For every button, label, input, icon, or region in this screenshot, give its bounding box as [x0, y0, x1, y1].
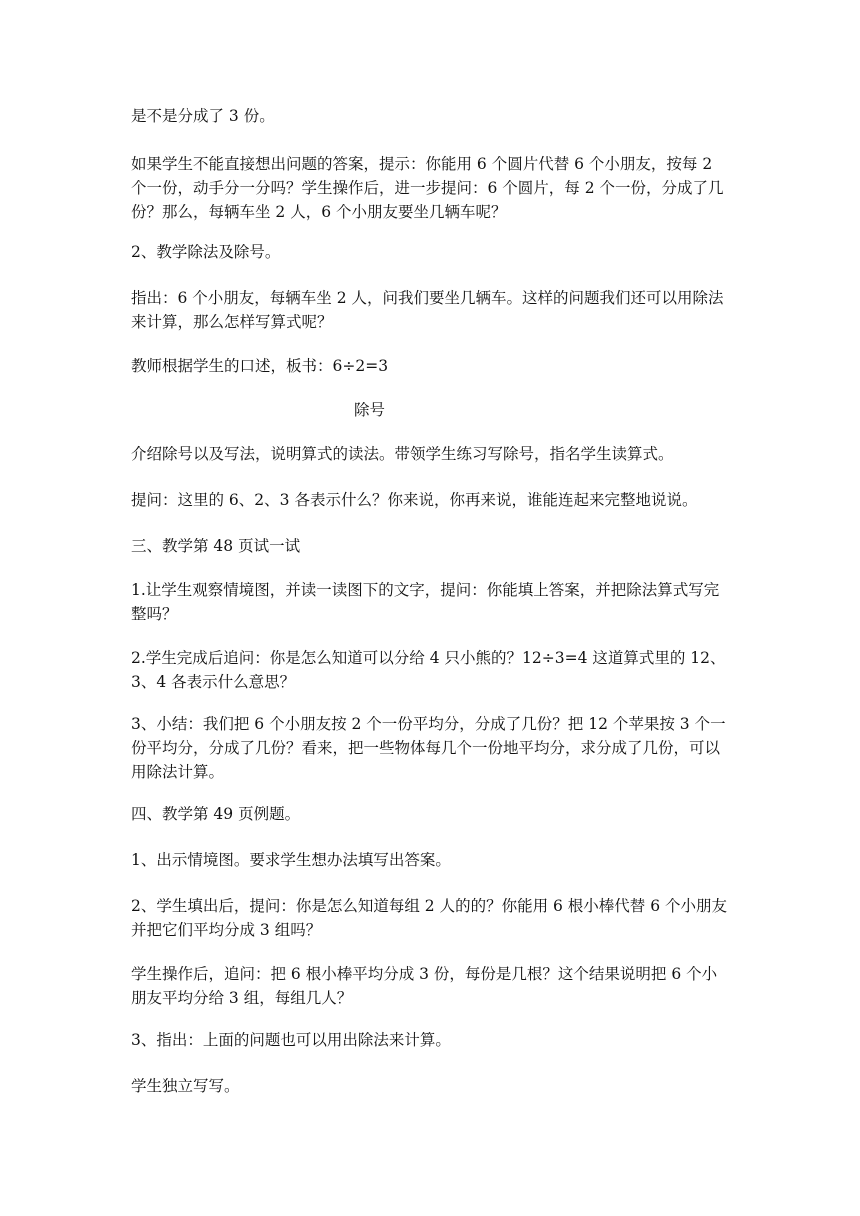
- heading-section-4: 四、教学第 49 页例题。: [131, 805, 301, 823]
- para-14: 学生独立写写。: [131, 1077, 240, 1095]
- heading-section-3: 三、教学第 48 页试一试: [131, 537, 301, 555]
- para-4: 教师根据学生的口述，板书：6÷2=3: [131, 357, 389, 375]
- para-2: 如果学生不能直接想出问题的答案，提示：你能用 6 个圆片代替 6 个小朋友，按每 2 个一份，动手分一分吗？学生操作后，进一步提问：6 个圆片，每 2 个一份，分成了几份？那么，每辆车坐 2 人，6 个小朋友要坐几辆车呢？: [131, 155, 724, 221]
- para-3: 指出：6 个小朋友，每辆车坐 2 人，问我们要坐几辆车。这样的问题我们还可以用除法来计算，那么怎样写算式呢？: [131, 289, 724, 331]
- para-6: 提问：这里的 6、2、3 各表示什么？你来说，你再来说，谁能连起来完整地说说。: [131, 491, 698, 509]
- para-11: 2、学生填出后，提问：你是怎么知道每组 2 人的的？你能用 6 根小棒代替 6 个小朋友并把它们平均分成 3 组吗？: [131, 897, 728, 939]
- para-1: 是不是分成了 3 份。: [131, 107, 275, 125]
- para-13: 3、指出：上面的问题也可以用出除法来计算。: [131, 1031, 451, 1049]
- para-10: 1、出示情境图。要求学生想办法填写出答案。: [131, 851, 451, 869]
- heading-division: 2、教学除法及除号。: [131, 243, 281, 261]
- label-division-sign: 除号: [353, 401, 385, 419]
- para-5: 介绍除号以及写法，说明算式的读法。带领学生练习写除号，指名学生读算式。: [131, 445, 674, 463]
- para-7: 1.让学生观察情境图，并读一读图下的文字，提问：你能填上答案，并把除法算式写完整吗？: [131, 581, 720, 623]
- para-8: 2.学生完成后追问：你是怎么知道可以分给 4 只小熊的？12÷3=4 这道算式里的 12、3、4 各表示什么意思？: [131, 649, 726, 691]
- para-9: 3、小结：我们把 6 个小朋友按 2 个一份平均分，分成了几份？把 12 个苹果按 3 个一份平均分，分成了几份？看来，把一些物体每几个一份地平均分，求分成了几份，可以用除法计算。: [131, 715, 726, 781]
- para-12: 学生操作后，追问：把 6 根小棒平均分成 3 份，每份是几根？这个结果说明把 6 个小朋友平均分给 3 组，每组几人？: [131, 965, 718, 1007]
